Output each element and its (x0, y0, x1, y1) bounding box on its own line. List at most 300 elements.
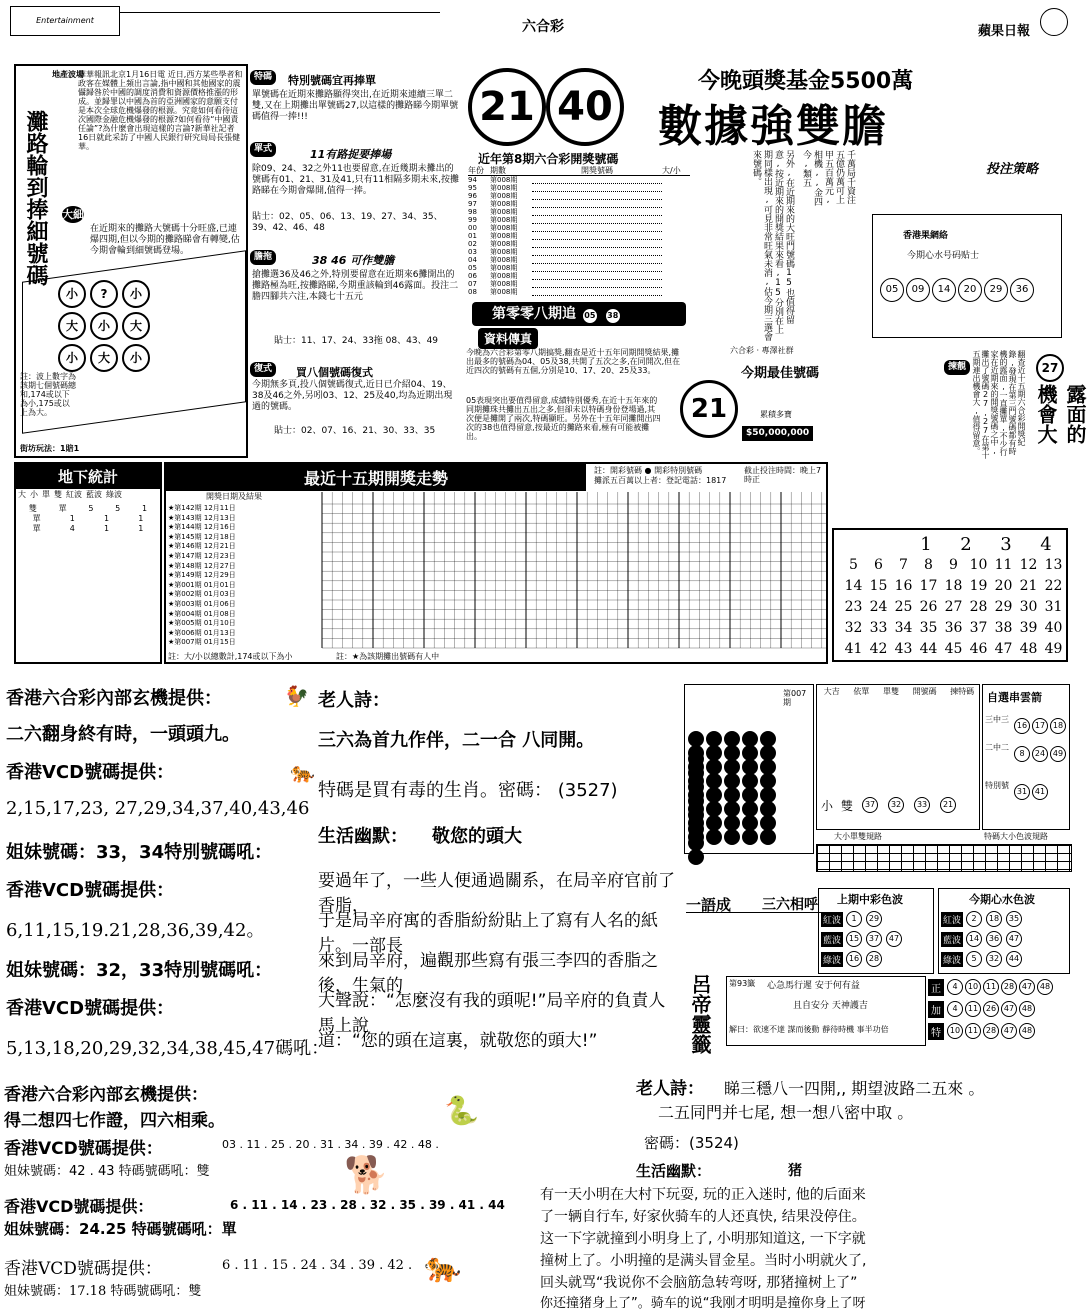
cell-period: 第008期 (490, 216, 518, 224)
chase-label: 第零零八期追 (492, 306, 576, 322)
number-cell: 32 (844, 620, 863, 636)
trend15-grid (322, 492, 826, 648)
ball: 8 (1014, 746, 1030, 762)
number-cell: 19 (969, 578, 988, 594)
trend-period: ★第142期 12月11日 (168, 504, 236, 512)
lv-label: 加 (928, 1001, 944, 1018)
col: 雙 (54, 490, 62, 499)
wave-ball: 16 (846, 951, 862, 967)
number-cell: 13 (1044, 557, 1063, 573)
ball: 41 (1032, 784, 1048, 800)
wave-ball: 2 (966, 911, 982, 927)
number-cell: 22 (1044, 578, 1063, 594)
cell-period: 第008期 (490, 184, 518, 192)
lv-box (726, 976, 926, 1046)
lb-line5: 姐妹號碼：33，34特別號碼吼： (6, 842, 273, 863)
mr-chart2: 特碼大小色波規路 (984, 832, 1048, 841)
cell-numbers (532, 280, 662, 288)
number-cell: 39 (1019, 620, 1038, 636)
triple-vals-3 (1013, 779, 1049, 800)
trend-period: ★第149期 12月29日 (168, 571, 236, 580)
number-cell: 2 (960, 534, 972, 555)
lb2-l2: 得二想四七作證，四六相乘。 (4, 1111, 225, 1131)
number-cell: 8 (924, 557, 933, 573)
mr-ball-grid (687, 731, 787, 843)
cell-period: 第008期 (490, 264, 518, 272)
number-cell: 34 (894, 620, 913, 636)
number-cell: 35 (919, 620, 938, 636)
trend-period: ★第146期 12月21日 (168, 542, 236, 551)
ball-row (687, 801, 787, 815)
street-advice: 在近期來的攤路大號碼十分旺盛,已連爆四期,但以今期的攤路睇會有轉變,估今期會輪到細號碼登場。 (90, 224, 240, 256)
street-subtitle: 地產波場 (52, 70, 84, 79)
wave-label: 紅波 (821, 912, 843, 927)
guopo-ball: 29 (984, 278, 1008, 302)
number-cell: 1 (920, 534, 932, 555)
mr-chart1: 大小單雙規路 (834, 832, 882, 841)
wave-ball: 35 (1006, 911, 1022, 927)
ball: 24 (1032, 746, 1048, 762)
humor-sub: 敬您的頭大 (432, 826, 522, 847)
guopo-ball: 14 (932, 278, 956, 302)
rb-poem-title: 老人詩： (636, 1079, 704, 1099)
tema-title: 特別號碼宜再捧單 (288, 74, 376, 87)
mr-chart-grid (816, 844, 1072, 872)
thiswave-rows (941, 909, 1023, 969)
table-row (468, 208, 690, 216)
ball-row (687, 815, 787, 829)
fushi-body: 除09、24、32之外11也要留意,在近幾期未攤出的號碼有01、21、31及41,只有11相隔多期未來,按攤路睇在今期會爆開,值得一捧。 (252, 164, 459, 196)
number-grid (836, 534, 1066, 660)
col-year: 年份 (468, 166, 484, 175)
quan-title: 露面的機會大 (1034, 384, 1087, 444)
trend-period: ★第143期 12月13日 (168, 513, 236, 522)
toujian-lines: 千萬局千資注五億仍萬可上甲五百萬元,相機,,金四今,類五 (801, 150, 855, 206)
mid-right (684, 684, 1074, 1060)
number-row (836, 639, 1066, 660)
lb-line4: 2,15,17,23, 27,29,34,37,40,43,46 (6, 798, 310, 819)
dandan-numbers: 貼士：11、17、24、33拖 08、43、49 (274, 336, 439, 346)
toujian-sub: 六合彩 · 專澤社群 (730, 346, 794, 355)
row-ball: 33 (914, 797, 930, 813)
cell: 1 (138, 524, 144, 533)
big-small-value: 小 (821, 799, 834, 813)
ball-row (687, 745, 787, 759)
lb-line9: 香港VCD號碼提供： (6, 998, 175, 1019)
trend-period: ★第006期 01月13日 (168, 628, 236, 637)
number-cell: 27 (944, 599, 963, 615)
rb-story4: 撞树上了。小明撞的是满头冒金星。当时小明就火了, (540, 1253, 867, 1269)
wave-ball: 44 (1006, 951, 1022, 967)
wave-ball: 47 (1006, 931, 1022, 947)
table-row (468, 184, 690, 192)
lb-line3: 香港VCD號碼提供： (6, 762, 175, 783)
cell-numbers (532, 208, 662, 216)
lb2-l6: 姐妹號碼：24.25 特碼號碼吼：單 (4, 1220, 237, 1238)
lv-ball: 4 (947, 979, 963, 995)
jackpot-line: 今晚頭獎基金5500萬 (698, 69, 914, 94)
table-row (468, 256, 690, 264)
number-row (836, 618, 1066, 639)
lv-poem2: 且自安分 天神護吉 (793, 1001, 868, 1011)
trend-period: ★第005期 01月10日 (168, 619, 236, 628)
number-row (836, 597, 1066, 618)
cell-year: 94 (468, 176, 477, 184)
guopo-balls (879, 277, 1035, 302)
fushi2-body: 今期無多頁,投八個號碼復式,近日已介紹04、19、38及46之外,另吲03、12、25及40,均為近期出現過的號碼。 (252, 380, 453, 412)
trend-period: ★第003期 01月06日 (168, 599, 236, 608)
number-cell: 25 (894, 599, 913, 615)
dandan-label: 膽拖 (250, 250, 276, 265)
section-title: 六合彩 (522, 19, 564, 35)
ball (688, 829, 704, 845)
number-cell: 12 (1019, 557, 1038, 573)
guopo-sub: 今期心水号码贴士 (907, 251, 980, 261)
cell-numbers (532, 200, 662, 208)
wave-ball: 14 (966, 931, 982, 947)
number-cell: 36 (944, 620, 963, 636)
ball: 49 (1050, 746, 1066, 762)
triple-label-1: 三中三 (985, 715, 1009, 724)
header-rule (120, 12, 440, 13)
col: 大 (18, 490, 26, 499)
lv-ball: 48 (1019, 1023, 1035, 1039)
lb2-l7v: 6 . 11 . 15 . 24 . 34 . 39 . 42 . (222, 1258, 413, 1273)
cell-numbers (532, 232, 662, 240)
poem: 三六為首九作伴，二一合 八同開。 (318, 730, 595, 751)
recent8-table (468, 166, 690, 296)
rb-story3: 这一下字就撞到小明身上了, 小明那知道这, 一下字就 (540, 1231, 866, 1247)
left-bottom2 (4, 1080, 524, 1300)
lb2-l5: 香港VCD號碼提供： (4, 1197, 154, 1216)
mr-duet1: 一語成 (686, 896, 732, 914)
number-cell: 31 (1044, 599, 1063, 615)
cell-numbers (532, 248, 662, 256)
stats-under-panel (14, 462, 162, 664)
col-numbers: 開獎號碼 (581, 166, 613, 175)
cell-year: 96 (468, 192, 477, 200)
table-row (18, 504, 158, 514)
number-cell: 30 (1019, 599, 1038, 615)
ball-row (687, 731, 787, 745)
cell-period: 第008期 (490, 192, 518, 200)
lv-ball: 28 (1001, 979, 1017, 995)
lv-label: 正 (928, 979, 944, 996)
street-board-balls: 小 ? 小 大 小 大 小 大 小 (56, 278, 206, 374)
street-news: 華華報訊北京1月16日電 近日,西方某些學者和政客在媒體上頻出言論,指中國和其他國家的震懾歸咎於中國的調度消費和資源價格推漲的形成。並歸罪以中國為首的亞洲國家的意願支付是本次全球危機爆發的根源。究竟如何看待這次國際金融危機爆發的根源?如何看待“中國責任論”?為什麼會出現這樣的言論?新華社記者16日就此采訪了中國人民銀行研究局局長張健華。 (78, 70, 243, 151)
wave-row (941, 909, 1023, 929)
lb2-l3v: 03 . 11 . 25 . 20 . 31 . 34 . 39 . 42 . 48 . (222, 1138, 439, 1151)
number-row (836, 555, 1066, 576)
cell-period: 第008期 (490, 224, 518, 232)
col: 開號碼 (912, 687, 937, 696)
cell-numbers (532, 184, 662, 192)
cell-period: 第008期 (490, 256, 518, 264)
street-panel (14, 64, 248, 458)
dog-icon: 🐕 (344, 1155, 389, 1196)
trend15-title: 最近十五期開獎走勢 (166, 464, 586, 491)
col: 小 (30, 490, 38, 499)
chase-ball-1: 05 (582, 308, 598, 324)
cell: 1 (104, 524, 110, 533)
ball-row (687, 759, 787, 773)
analysis-text: 另外,在近期來的大旺門號碼15也值得留意,按近期來的開獎結果來看,15分別在上期同樣出現,可見非常旺氣未消,估今期三選會來號碼。 (751, 150, 794, 341)
wave-ball: 47 (886, 931, 902, 947)
trend-period: ★第145期 12月18日 (168, 532, 236, 541)
best-prize-label: 累積多寶 (760, 410, 792, 419)
number-cell: 46 (969, 641, 988, 657)
cell: 4 (69, 524, 75, 533)
wave-ball: 1 (846, 911, 862, 927)
lb-line1: 香港六合彩內部玄機提供： (6, 688, 222, 709)
ziliao-title: 資料傳真 (478, 328, 538, 349)
lv-rows (928, 976, 1072, 1042)
lb-line2: 二六翻身終有時，一頭頭九。 (6, 724, 240, 745)
number-cell: 23 (844, 599, 863, 615)
rooster-icon: 🐓 (284, 684, 309, 708)
trend-period: ★第007期 01月15日 (168, 638, 236, 647)
tema-line: 特碼是買有毒的生肖。密碼： (3527) (318, 780, 618, 801)
table-row (18, 524, 158, 534)
number-cell: 18 (944, 578, 963, 594)
rb-story6: 你还撞猪身上了”。骑车的说“我刚才明明是撞你身上了呀 (540, 1296, 866, 1311)
thiswave-box (938, 888, 1070, 974)
toujian-title: 投注策略 (986, 162, 1039, 177)
trend15-legend2: 攤派五百萬以上者：登記電話：1817 (594, 476, 727, 485)
cell-period: 第008期 (490, 248, 518, 256)
row-ball: 37 (862, 797, 878, 813)
ball-row (687, 773, 787, 787)
jackpot-num-2: 40 (546, 68, 624, 146)
jackpot-num-1: 21 (468, 68, 546, 146)
number-cell: 21 (1019, 578, 1038, 594)
ball (706, 829, 722, 845)
paper-name: 蘋果日報 (978, 24, 1031, 39)
wave-ball: 18 (986, 911, 1002, 927)
cell-period: 第008期 (490, 240, 518, 248)
number-cell: 45 (944, 641, 963, 657)
lv-exp: 解曰：欲速不達 謀而後動 靜待時機 事半功倍 (729, 1025, 889, 1034)
row-ball: 32 (888, 797, 904, 813)
trend15-deadline: 截止投注時間：晚上7時正 (744, 466, 822, 484)
ball: 18 (1050, 718, 1066, 734)
trend15-header-col: 開獎日期及結果 (206, 492, 262, 501)
recent8-chase (472, 302, 686, 326)
table-row (468, 192, 690, 200)
lb-line6: 香港VCD號碼提供： (6, 880, 175, 901)
number-cell: 5 (849, 557, 858, 573)
rb-story1: 有一天小明在大村下玩耍, 玩的正入迷时, 他的后面来 (540, 1187, 866, 1203)
street-note: 註：波上數字為該期七個號碼總和,174或以下為小,175或以上為大。 (20, 372, 76, 417)
number-cell: 24 (869, 599, 888, 615)
col: 依單 (853, 687, 870, 696)
rb-code: 密碼：(3524) (644, 1134, 739, 1152)
cell: 單 (32, 524, 41, 533)
cell-numbers (532, 224, 662, 232)
wave-ball: 32 (986, 951, 1002, 967)
cell-year: 02 (468, 240, 477, 248)
rb-humor-sub: 猪 (788, 1163, 802, 1179)
triple-vals-2 (1013, 741, 1067, 762)
lv-ball: 11 (965, 1023, 981, 1039)
cell: 1 (141, 504, 148, 513)
best-prize: $50,000,000 (742, 426, 813, 441)
cell-year: 05 (468, 264, 477, 272)
poem-title: 老人詩： (318, 690, 390, 711)
tiger-icon-2: 🐅 (424, 1250, 462, 1285)
wave-label: 綠波 (941, 952, 963, 967)
ball (742, 829, 758, 845)
cell: 1 (138, 514, 144, 523)
cell-year: 97 (468, 200, 477, 208)
quan-body: 翻查近十五期六合彩開獎紀錄,發現在第三門號碼都有時機的露面,一直攤單,不少行家在近期來的開獎號碼之中,攤出了號碼27,27在第十五期連出機會大,值得留意。 (972, 350, 1026, 459)
best-title: 今期最佳號碼 (740, 366, 819, 381)
ball (724, 829, 740, 845)
tips-column (250, 64, 464, 458)
right-bottom (532, 1070, 1072, 1311)
guopo-ball: 36 (1010, 278, 1034, 302)
number-cell: 43 (894, 641, 913, 657)
lastwave-box (818, 888, 934, 974)
ziliao-panel (466, 326, 686, 458)
lv-ball: 11 (983, 979, 999, 995)
col: 藍波 (86, 490, 102, 499)
number-cell: 20 (994, 578, 1013, 594)
street-footer: 街坊玩法：1賠1 (20, 444, 80, 453)
street-title: 灘路輪到捧細號碼 (23, 110, 48, 286)
lv-no: 第93籤 (729, 979, 756, 988)
number-cell: 42 (869, 641, 888, 657)
dandan-title: 38 46 可作雙膽 (312, 254, 395, 267)
jackpot-banner (468, 64, 1068, 152)
col: 單 (42, 490, 50, 499)
number-grid-panel (832, 528, 1068, 662)
mr-cols (816, 684, 980, 830)
number-cell: 49 (1044, 641, 1063, 657)
number-cell: 48 (1019, 641, 1038, 657)
table-row (468, 232, 690, 240)
stats-under-head (18, 490, 122, 499)
cell-year: 08 (468, 288, 477, 296)
tiger-icon: 🐅 (290, 760, 315, 784)
lv-title: 呂帝靈籤 (688, 974, 712, 1054)
best-panel (670, 350, 830, 458)
ball (688, 849, 704, 865)
number-cell: 33 (869, 620, 888, 636)
wave-row (821, 949, 903, 969)
wave-ball: 5 (966, 951, 982, 967)
humor5: 道：“您的頭在這裏，就敬您的頭大!” (318, 1031, 598, 1051)
number-cell: 11 (994, 557, 1013, 573)
cell-numbers (532, 272, 662, 280)
cell-year: 98 (468, 208, 477, 216)
number-cell: 28 (969, 599, 988, 615)
number-cell: 10 (969, 557, 988, 573)
tema-label: 特碼 (250, 70, 276, 85)
ziliao-body: 今晚為六合彩第零八期搞獎,翻查是近十五年同期開獎結果,攤出最多的號碼為04、05及38,共開了五次之多,在同開次,但在近四次的號碼有五個,分別是10、17、20、25及33。 (466, 348, 681, 375)
left-bottom (6, 684, 682, 1059)
number-cell: 47 (994, 641, 1013, 657)
wave-ball: 28 (866, 951, 882, 967)
lv-ball: 48 (1019, 1001, 1035, 1017)
cell-period: 第008期 (490, 272, 518, 280)
fushi-title: 11有路捉要捧場 (310, 148, 392, 161)
cell-period: 第008期 (490, 208, 518, 216)
guopo-ball: 05 (880, 278, 904, 302)
trend15-footer: 註：大/小以總數計,174或以下為小 (168, 652, 293, 661)
wave-ball: 29 (866, 911, 882, 927)
jackpot-headline: 數據強雙膽 (658, 101, 888, 152)
cell-period: 第008期 (490, 288, 518, 296)
quan-num: 27 (1036, 354, 1064, 382)
lv-ball: 47 (1001, 1023, 1017, 1039)
col: 紅波 (66, 490, 82, 499)
table-row (468, 224, 690, 232)
wave-ball: 36 (986, 931, 1002, 947)
number-cell: 14 (844, 578, 863, 594)
number-cell: 16 (894, 578, 913, 594)
wave-label: 綠波 (821, 952, 843, 967)
recent8-panel (468, 148, 690, 348)
logo: Entertainment (10, 6, 120, 36)
number-cell: 3 (1000, 534, 1012, 555)
wave-label: 藍波 (821, 932, 843, 947)
triple-label-2: 二中二 (985, 743, 1009, 752)
fushi2-label: 復式 (250, 362, 276, 377)
col-size: 大/小 (662, 166, 681, 175)
number-row (836, 576, 1066, 597)
cell-numbers (532, 192, 662, 200)
number-cell: 6 (874, 557, 883, 573)
trend-period: ★第144期 12月16日 (168, 523, 236, 532)
number-cell: 38 (994, 620, 1013, 636)
mr-cols-head (817, 687, 981, 696)
rb-humor-title: 生活幽默： (636, 1162, 712, 1180)
cell-year: 06 (468, 272, 477, 280)
cell-numbers (532, 240, 662, 248)
trend-period: ★第004期 01月08日 (168, 609, 236, 618)
apple-icon (1040, 8, 1068, 36)
table-row (468, 288, 690, 296)
wave-ball: 15 (846, 931, 862, 947)
thiswave-title: 今期心水色波 (969, 893, 1035, 906)
stats-under-rows (18, 504, 158, 534)
wave-label: 紅波 (941, 912, 963, 927)
quan-label: 揀靚 (944, 360, 970, 375)
col-period: 期數 (490, 166, 506, 175)
trend15-legend1: 註：開彩號碼 ● 開彩特別號碼 (594, 466, 703, 475)
cell: 1 (104, 514, 110, 523)
humor1: 要過年了，一些人便通過關系，在局辛府官前了香脂， (318, 871, 675, 916)
number-cell: 37 (969, 620, 988, 636)
cell-year: 95 (468, 184, 477, 192)
fushi2-title: 買八個號碼復式 (296, 366, 373, 379)
number-cell: 41 (844, 641, 863, 657)
mr-duet2: 三六相呼 (762, 897, 818, 913)
table-row (18, 514, 158, 524)
wave-row (941, 929, 1023, 949)
best-mascot: 21 (680, 380, 738, 438)
cell-numbers (532, 288, 662, 296)
cell-year: 01 (468, 232, 477, 240)
trend15-panel (164, 462, 828, 664)
ball-row (687, 829, 787, 843)
ziliao-body2: 05表現突出要值得留意,成績特別優秀,在近十五年來的同期攤珠共攤出五出之多,但卻未以特碼身份登場過,其次便是攤開了兩次,特碼顯旺。另外在十五年同攤開出四次的38也值得留意,按最近的攤路來看,極有可能被攤出。 (466, 396, 661, 441)
lv-ball: 10 (947, 1023, 963, 1039)
cell-numbers (532, 176, 662, 184)
col: 單雙 (882, 687, 899, 696)
cell-numbers (532, 216, 662, 224)
